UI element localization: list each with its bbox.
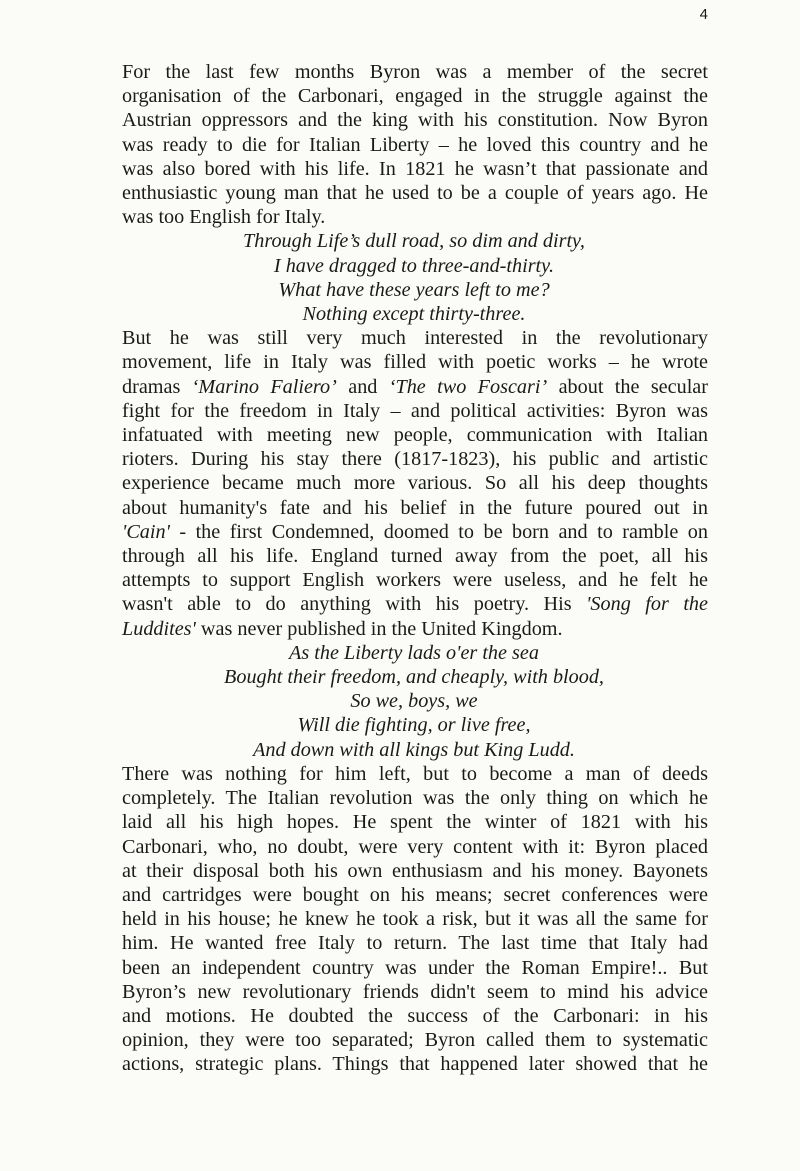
text-run: dramas xyxy=(122,375,192,398)
text-line: opinion, they were too separated; Byron called them to systematic xyxy=(122,1029,708,1052)
poem-line: As the Liberty lads o'er the sea xyxy=(289,641,539,664)
text-line: But he was still very much interested in the revolutionary xyxy=(122,327,708,350)
paragraph-1 xyxy=(82,60,708,229)
text-line: him. He wanted free Italy to return. The last time that Italy had xyxy=(122,932,708,955)
text-line: fight for the freedom in Italy – and political activities: Byron was xyxy=(122,399,708,422)
text-run: was never published in the United Kingdom. xyxy=(195,617,563,640)
page-number: 4 xyxy=(699,6,708,23)
work-title-cain: 'Cain' xyxy=(122,520,170,543)
poem-line: Will die fighting, or live free, xyxy=(297,714,531,737)
text-line: infatuated with meeting new people, communication with Italian xyxy=(122,424,708,447)
text-line: Carbonari, who, no doubt, were very content with it: Byron placed xyxy=(122,835,708,858)
text-line xyxy=(82,520,708,544)
page-body xyxy=(82,60,708,1077)
work-title-marino-faliero: ‘Marino Faliero’ xyxy=(191,375,337,398)
work-title-song-luddites: 'Song for the xyxy=(586,593,708,616)
poem-line: Through Life’s dull road, so dim and dirty, xyxy=(243,230,585,253)
text-line: completely. The Italian revolution was the only thing on which he xyxy=(122,787,708,810)
text-line: rioters. During his stay there (1817-1823), his public and artistic xyxy=(122,448,708,471)
poem-line: So we, boys, we xyxy=(350,690,478,713)
text-line: enthusiastic young man that he used to be a couple of years ago. He xyxy=(122,182,708,205)
text-run: - the first Condemned, doomed to be born and to ramble on xyxy=(169,520,708,543)
text-line: through all his life. England turned away from the poet, all his xyxy=(122,545,708,568)
text-line: was ready to die for Italian Liberty – he loved this country and he xyxy=(122,133,708,156)
text-line: laid all his high hopes. He spent the winter of 1821 with his xyxy=(122,811,708,834)
work-title-song-luddites-cont: Luddites' xyxy=(122,617,196,640)
text-line: was also bored with his life. In 1821 he wasn’t that passionate and xyxy=(122,157,708,180)
text-run: wasn't able to do anything with his poetry. His xyxy=(122,593,587,616)
text-line xyxy=(82,617,708,641)
poem-line: And down with all kings but King Ludd. xyxy=(253,738,575,761)
text-line: at their disposal both his own enthusiasm and his money. Bayonets xyxy=(122,859,708,882)
text-line: been an independent country was under the Roman Empire!.. But xyxy=(122,956,708,979)
text-line xyxy=(82,375,708,399)
text-line: attempts to support English workers were useless, and he felt he xyxy=(122,569,708,592)
text-line: Austrian oppressors and the king with his constitution. Now Byron xyxy=(122,109,708,132)
poem-line: I have dragged to three-and-thirty. xyxy=(273,254,555,277)
poem-line: Bought their freedom, and cheaply, with blood, xyxy=(224,666,604,689)
poem-quote-1 xyxy=(82,229,708,326)
text-line: and cartridges were bought on his means; secret conferences were xyxy=(122,883,708,906)
poem-quote-2 xyxy=(82,641,708,762)
text-run: about the secular xyxy=(547,375,708,398)
text-run: and xyxy=(336,375,389,398)
text-line: about humanity's fate and his belief in the future poured out in xyxy=(122,496,708,519)
text-line: experience became much more various. So all his deep thoughts xyxy=(122,472,708,495)
text-line xyxy=(82,592,708,616)
text-line: Byron’s new revolutionary friends didn't seem to mind his advice xyxy=(122,980,708,1003)
paragraph-2 xyxy=(82,326,708,641)
text-line: was too English for Italy. xyxy=(122,206,326,229)
text-line: and motions. He doubted the success of the Carbonari: in his xyxy=(122,1004,708,1027)
text-line: There was nothing for him left, but to become a man of deeds xyxy=(122,762,708,785)
text-line: movement, life in Italy was filled with poetic works – he wrote xyxy=(122,351,708,374)
text-line: For the last few months Byron was a member of the secret xyxy=(122,61,708,83)
text-line: organisation of the Carbonari, engaged in the struggle against the xyxy=(122,85,708,108)
work-title-two-foscari: ‘The two Foscari’ xyxy=(388,375,548,398)
text-line: actions, strategic plans. Things that happened later showed that he xyxy=(122,1053,708,1076)
text-line: held in his house; he knew he took a risk, but it was all the same for xyxy=(122,908,708,931)
paragraph-3 xyxy=(82,762,708,1077)
poem-line: What have these years left to me? xyxy=(278,278,550,301)
poem-line: Nothing except thirty-three. xyxy=(302,303,526,326)
